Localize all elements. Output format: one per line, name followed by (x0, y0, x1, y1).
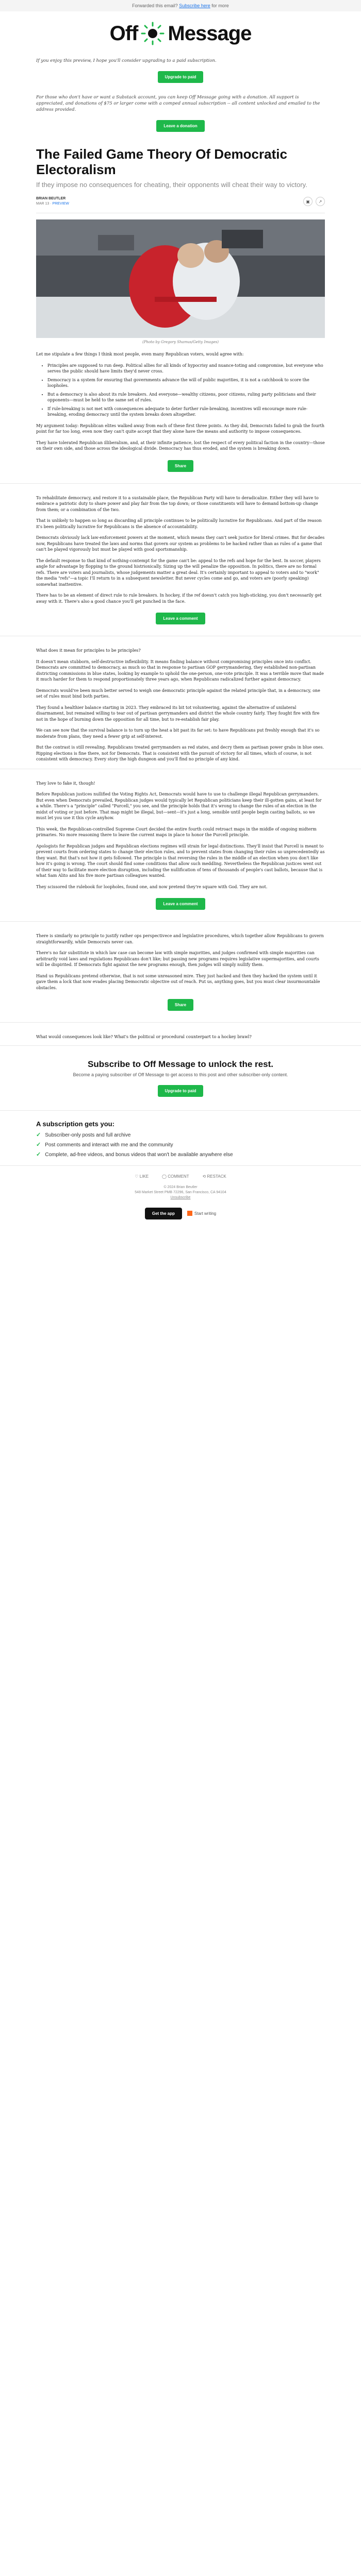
perk-item (36, 1151, 325, 1158)
perk-text: Post comments and interact with me and the community (45, 1142, 173, 1148)
share-icon[interactable]: ↗ (316, 197, 325, 206)
paragraph: They love to fake it, though! (36, 781, 95, 786)
paragraph: But the contrast is still revealing. Republicans treated gerrymanders as red states, and decry them as partisan power grabs in blue ones. Ripping elections is fine there, not for Democrats. That is consistent with the pursuit of victory for all times, which of course, is not consistent with democracy. Every story the high dungeon and you'll find no principle of any kind. (36, 745, 324, 761)
bullet-item: • Democracy is a system for ensuring that governments advance the will of public majorities, it is not a catchbook to score the loopholes. (47, 377, 325, 389)
paragraph: Hand us Republicans pretend otherwise, that is not some unreasoned mire. They just hacked and then they hacked the system until it gave them a lock that now evades placing Democratic objective out of reach. Put us, anything goes, but you must clear insurmountable obstacles. (36, 973, 320, 990)
perk-item (36, 1132, 325, 1139)
megaphone-icon (141, 22, 165, 45)
prose-section-3b (36, 781, 325, 890)
promo-line-1: If you enjoy this preview, I hope you'll consider upgrading to a paid subscription. (36, 58, 217, 63)
post-date: MAR 13 (36, 202, 50, 206)
share-button[interactable]: Share (168, 999, 193, 1011)
upgrade-button-top[interactable]: Upgrade to paid (158, 71, 204, 83)
prose-section-1 (36, 351, 325, 452)
photo-caption: (Photo by Gregory Shamus/Getty Images) (142, 340, 219, 344)
upgrade-button-paywall[interactable]: Upgrade to paid (158, 1085, 204, 1097)
donation-button[interactable]: Leave a donation (156, 120, 204, 132)
paragraph: They scissored the rulebook for loopholes, found one, and now pretend they're square with God. They are not. (36, 884, 268, 889)
perk-text: Complete, ad-free videos, and bonus videos that won't be available anywhere else (45, 1151, 233, 1158)
perk-item (36, 1142, 325, 1148)
substack-badge[interactable] (187, 1211, 216, 1216)
paragraph: To rehabilitate democracy, and restore it to a sustainable place, the Republican Party will have to deradicalize. Either they will have to embrace a patriotic duty to share power and play fair from the top down; or those constituents will have to demand bottom-up change from them; or a combination of the two. (36, 495, 319, 512)
check-icon: ✓ (36, 1131, 41, 1138)
subscribe-link[interactable]: Subscribe here (179, 3, 210, 8)
author-name[interactable]: BRIAN BEUTLER (36, 197, 66, 200)
paragraph: What would consequences look like? What's the political or procedural counterpart to a hockey brawl? (36, 1035, 252, 1039)
paragraph: There has to be an element of direct rule to rule breakers. In hockey, if the ref doesn't catch you high-sticking, you don't necessarily get away with it. There's also a good chance you'll get punched in the face. (36, 593, 322, 604)
paragraph: Apologists for Republican judges and Republican elections regimes will strain for legal distinctions. They'll insist that Purcell is meant to prevent courts from ordering states to change their election rules, and to prevent states from changing their rules so unprecedentedly as they want. But that's not how it gets followed. The principle is that reversing the rules in the middle of an election when you don't like how it's going is wrong. The court should find some conditions that allow such meddling. Nevertheless the Republican justices went out of their way to facilitate more election disruption, including the nullification of tens of thousands of people's cast ballots, because that is what Sam Alito and his five more partisan colleagues wanted. (36, 843, 325, 878)
paragraph: Before Republican justices nullified the Voting Rights Act, Democrats would have to use to challenge illegal Republican gerrymanders. But even when Democrats prevailed, Republican judges would typically let Republican politicians keep their ill-gotten gains, at least for a while. There's a "principle" called "Purcell," you see, and the principle holds that it's wrong to change the rules of an election in the midst of voting or just before. That map might be illegal, but—sent—it's just a long, sensible until people begin casting ballots, so we must let you use it this cycle anyhow. (36, 792, 322, 820)
like-action[interactable]: ♡ LIKE (135, 1174, 149, 1179)
bullet-item: • Principles are supposed to run deep. Political allies for all kinds of hypocrisy and nuance-toting and compromise, but everyone who serves the public should have limits they'd never cross. (47, 363, 325, 375)
comment-button[interactable]: Leave a comment (156, 898, 205, 910)
get-app-button[interactable]: Get the app (145, 1208, 182, 1219)
perk-text: Subscriber-only posts and full archive (45, 1132, 131, 1138)
paragraph: This week, the Republican-controlled Supreme Court decided the entire fourth could retroact maps in the middle of ongoing midterm primaries. No more reasoning there to leave the current maps in place to honor the Purcell principle. (36, 826, 317, 837)
unsubscribe-link[interactable]: Unsubscribe (170, 1195, 191, 1199)
footer-action-row (0, 1174, 361, 1179)
paragraph: The default response to that kind of nothing-contempt for the game can't be: appeal to the refs and hope for the best. In soccer, players angle for advantage by flopping to the ground histrionically. Sizing up the will penalize the opposition. In politics, there are no formal refs. There are voters and journalists, whose judgements matter a great deal. It's certainly important to appeal to voters and to "work" the media "refs"—a topic I'll return to in a subsequent newsletter. But never cycles come and go, and voters are (poorly speaking) somewhat inattentive. (36, 558, 321, 587)
paragraph: They have tolerated Republican illiberalism, and, at their infinite patience, lost the respect of every political faction in the country—those on their own side, and those across the ideological divide. Democracy has thus eroded, and the system is breaking down. (36, 440, 325, 451)
address: 548 Market Street PMB 72296, San Francisco, CA 94104 (135, 1190, 226, 1194)
logo-text-off: Off (109, 22, 138, 45)
paragraph: That is unlikely to happen so long as discarding all principle continues to be politically lucrative for Republicans. And part of the reason it's been politically lucrative for Republicans is the absence of accountability. (36, 518, 322, 529)
logo-text-message: Message (168, 22, 252, 45)
paragraph: There is similarly no principle to justify rather ops perspectivece and legislative procedures, which together allow Republicans to govern straightforwardly, while Democrats never can. (36, 934, 324, 944)
promo-line-2: For those who don't have or want a Substack account, you can keep Off Message going with a donation. All support is appreciated, and donations of $75 or larger come with a comped annual subscription -- all content unlocked and emailed to the address provided. (36, 95, 320, 112)
comment-button[interactable]: Leave a comment (156, 613, 205, 624)
app-row (0, 1208, 361, 1219)
top-forward-bar (0, 0, 361, 11)
comment-label: COMMENT (168, 1174, 189, 1179)
article-subtitle: If they impose no consequences for cheating, their opponents will cheat their way to victory. (36, 181, 307, 189)
preview-label: PREVIEW (52, 202, 69, 206)
perks-list (36, 1132, 325, 1158)
prose-section-3 (36, 648, 325, 762)
article-title: The Failed Game Theory Of Democratic Electoralism (36, 146, 287, 177)
prose-section-4 (36, 933, 325, 991)
forward-suffix: for more (211, 3, 229, 8)
bullet-item: • If rule-breaking is not met with consequences adequate to deter further rule-breaking, incentives will encourage more rule-breaking, eroding democracy until the system breaks down altogether. (47, 406, 325, 418)
paywall-subtitle: Become a paying subscriber of Off Message to get access to this post and other subscriber-only content. (73, 1072, 288, 1077)
restack-label: RESTACK (207, 1174, 226, 1179)
paragraph: Democrats would've been much better served to weigh one democratic principle against the related principle that, in a democracy, one set of rules must bind both parties. (36, 688, 320, 699)
brand-logo[interactable] (0, 11, 361, 56)
like-label: LIKE (139, 1174, 149, 1179)
paragraph: There's no fair substitute in which law case can become law with simple majorities, and judges confirmed with simple majorities can arbitrarily void laws and regulations Republicans don't like; but passing new programs requires legislative supermajorities, and courts will be dispirited. If Democrats fight against the new programs enough, then judges will simply nullify them. (36, 951, 319, 967)
copyright: © 2024 Brian Beutler (163, 1185, 198, 1189)
paragraph: They found a healthier balance starting in 2023. They embraced its bit tot volunteering, against the alternative of unilateral disarmament, but remained willing to tear out of partisan gerrymanders and district the whole country fairly. They fought fire with fire not in the hope of burning down the opposition for all time, but to re-establish fair play. (36, 705, 320, 722)
substack-label: Start writing (194, 1211, 217, 1216)
restack-action[interactable]: ⟲ RESTACK (202, 1174, 226, 1179)
substack-logo-icon (187, 1211, 192, 1216)
bullet-item: • But a democracy is also about its rule breakers. And everyone—wealthy citizens, poor citizens, ruling party politicians and their opponents—must be held to the same set of rules. (47, 392, 325, 403)
check-icon: ✓ (36, 1141, 41, 1148)
paywall-title: Subscribe to Off Message to unlock the rest. (88, 1059, 273, 1069)
subscription-title: A subscription gets you: (36, 1120, 114, 1128)
check-icon: ✓ (36, 1151, 41, 1158)
paragraph: It doesn't mean stubborn, self-destructive inflexibility. It means finding balance without compromising principles once into conflict. Democrats are committed to democracy, as much so that in response to partisan GOP gerrymandering, they established non-partisan districting commissions in blue states, looking by example to uphold the one-person, one-vote principle. It was a terrible move that made it much harder for them to respond proportionately three years ago, when Republicans radicalized further against democracy. (36, 659, 324, 682)
article-meta: BRIAN BEUTLER MAR 13 · PREVIEW ▣ ↗ (36, 196, 325, 207)
prose-section-2 (36, 495, 325, 605)
paragraph: What does it mean for principles to be principles? (36, 648, 141, 653)
paragraph: Democrats obviously lack law-enforcement powers at the moment, which means they can't seek justice for literal crimes. But for decades now, Republicans have treated the laws and norms that govern our system as problems to be hacked rather than as rules of a game that can't be played vigorously but must be played with good sportsmanship. (36, 535, 325, 552)
article-photo (36, 219, 325, 338)
paragraph: My argument today: Republican elites walked away from each of these first three points. As they did, Democrats failed to grab the fourth point for far too long, even now they can't quite accept that they alone have the means and authority to impose consequences. (36, 423, 324, 434)
intro-paragraph: Let me stipulate a few things I think most people, even many Republican voters, would agree with: (36, 352, 244, 357)
paragraph: We can see now that the survival balance is to turn up the heat a bit past its far set: to have Republicans put freshly enough that it's so moderate from plans, they need a fewer grip at self-interest. (36, 728, 320, 739)
prose-section-5 (36, 1034, 325, 1040)
share-button[interactable]: Share (168, 460, 193, 472)
comment-action[interactable]: ◯ COMMENT (162, 1174, 189, 1179)
forward-text: Forwarded this email? (132, 3, 178, 8)
read-in-app-icon[interactable]: ▣ (303, 197, 313, 206)
